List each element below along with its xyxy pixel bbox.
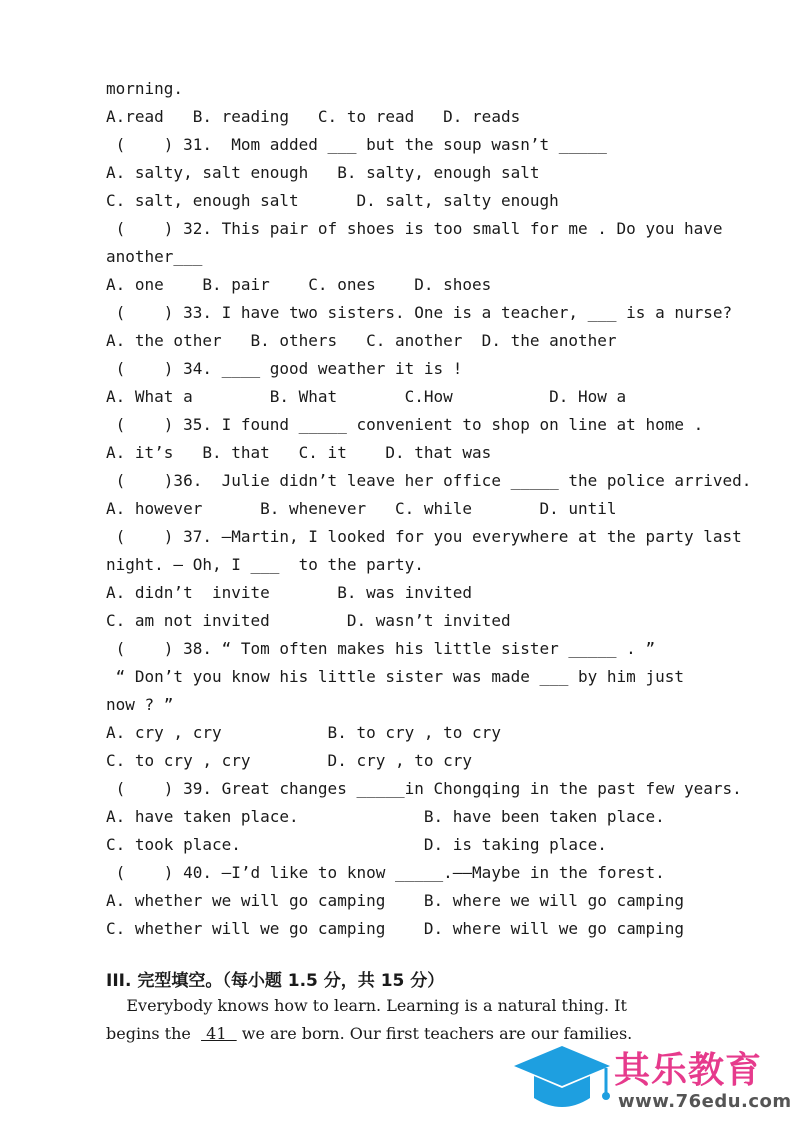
question-38: ( ) 38. “ Tom often makes his little sister _____ . ” xyxy=(106,639,656,658)
options-line: C. took place. D. is taking place. xyxy=(106,835,607,854)
passage-text: begins the xyxy=(106,1024,202,1043)
text-line: another___ xyxy=(106,247,203,266)
text-line: morning. xyxy=(106,79,184,98)
passage-text: we are born. Our first teachers are our families. xyxy=(236,1024,633,1043)
passage-line: Everybody knows how to learn. Learning is a natural thing. It xyxy=(106,996,627,1015)
text-line: now ? ” xyxy=(106,695,174,714)
question-36: ( )36. Julie didn’t leave her office _____ the police arrived. xyxy=(106,471,752,490)
question-40: ( ) 40. —I’d like to know _____.——Maybe in the forest. xyxy=(106,863,665,882)
options-line: A. it’s B. that C. it D. that was xyxy=(106,443,492,462)
blank-41: 41 xyxy=(201,1024,237,1043)
watermark-url: www.76edu.com xyxy=(618,1091,792,1112)
watermark-brand: 其乐教育 xyxy=(614,1050,763,1091)
question-31: ( ) 31. Mom added ___ but the soup wasn’t _____ xyxy=(106,135,607,154)
options-line: C. salt, enough salt D. salt, salty enough xyxy=(106,191,559,210)
text-line: “ Don’t you know his little sister was made ___ by him just xyxy=(106,667,684,686)
options-line: C. to cry , cry D. cry , to cry xyxy=(106,751,473,770)
question-39: ( ) 39. Great changes _____in Chongqing in the past few years. xyxy=(106,779,742,798)
options-line: A. however B. whenever C. while D. until xyxy=(106,499,617,518)
options-line: A. the other B. others C. another D. the another xyxy=(106,331,617,350)
options-line: C. whether will we go camping D. where will we go camping xyxy=(106,919,684,938)
options-line: A. salty, salt enough B. salty, enough salt xyxy=(106,163,540,182)
options-line: A.read B. reading C. to read D. reads xyxy=(106,107,521,126)
options-line: A. have taken place. B. have been taken place. xyxy=(106,807,665,826)
options-line: A. cry , cry B. to cry , to cry xyxy=(106,723,501,742)
text-line: night. — Oh, I ___ to the party. xyxy=(106,555,424,574)
graduation-cap-icon xyxy=(514,1046,610,1107)
question-33: ( ) 33. I have two sisters. One is a teacher, ___ is a nurse? xyxy=(106,303,733,322)
question-35: ( ) 35. I found _____ convenient to shop on line at home . xyxy=(106,415,704,434)
section-title: III. 完型填空。（每小题 1.5 分，共 15 分） xyxy=(106,971,445,991)
options-line: A. What a B. What C.How D. How a xyxy=(106,387,627,406)
options-line: C. am not invited D. wasn’t invited xyxy=(106,611,511,630)
question-34: ( ) 34. ____ good weather it is ! xyxy=(106,359,463,378)
question-32: ( ) 32. This pair of shoes is too small for me . Do you have xyxy=(106,219,723,238)
options-line: A. whether we will go camping B. where we will go camping xyxy=(106,891,684,910)
options-line: A. didn’t invite B. was invited xyxy=(106,583,473,602)
options-line: A. one B. pair C. ones D. shoes xyxy=(106,275,492,294)
question-37: ( ) 37. —Martin, I looked for you everywhere at the party last xyxy=(106,527,742,546)
